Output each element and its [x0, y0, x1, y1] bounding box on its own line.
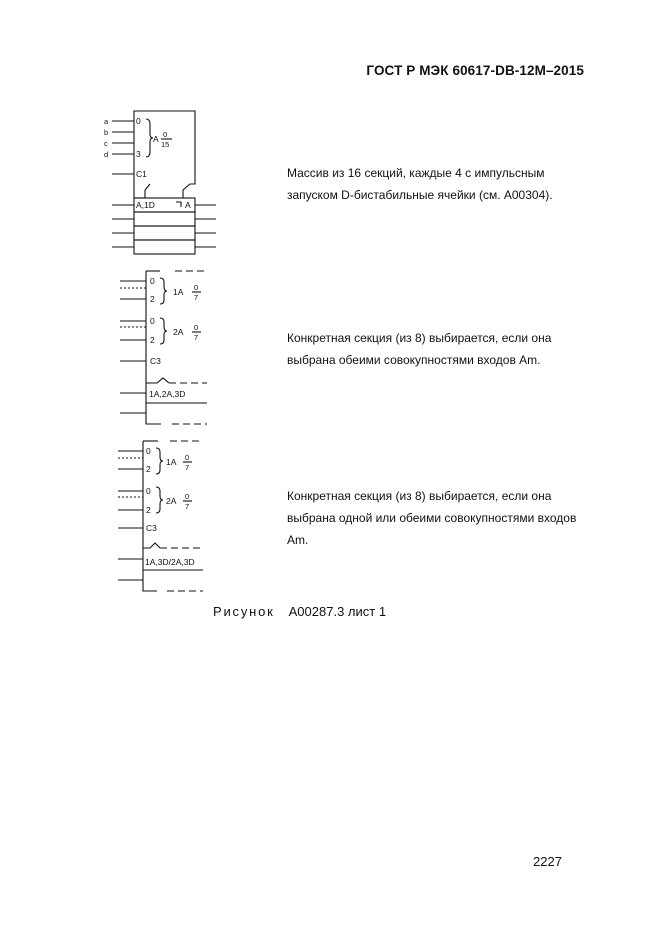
- fig1-brace: [146, 119, 153, 157]
- fig2-pin-c3: C3: [150, 356, 161, 366]
- fig3-group2-num: 0: [185, 492, 190, 501]
- fig1-label-d: d: [104, 150, 109, 159]
- figure-3-symbol: [118, 441, 203, 591]
- fig3-pin-2a: 2: [146, 464, 151, 474]
- fig1-section-2: [134, 212, 195, 226]
- standard-header: ГОСТ Р МЭК 60617-DB-12M–2015: [366, 63, 584, 78]
- caption-word: Рисунок: [213, 604, 275, 619]
- caption-number: А00287.3 лист 1: [288, 604, 387, 619]
- fig1-label-a: a: [104, 117, 109, 126]
- fig3-group2-label: 2A: [166, 496, 177, 506]
- fig2-pin-2b: 2: [150, 335, 155, 345]
- fig1-group-num: 0: [163, 130, 168, 139]
- fig2-control-block: [146, 271, 169, 383]
- fig3-group1-label: 1A: [166, 457, 177, 467]
- fig1-section-3: [134, 226, 195, 240]
- fig2-group2-num: 0: [194, 323, 199, 332]
- fig1-label-b: b: [104, 128, 109, 137]
- fig3-pin-c3: C3: [146, 523, 157, 533]
- fig3-pin-2b: 2: [146, 505, 151, 515]
- fig1-pin-0: 0: [136, 116, 141, 126]
- figure-3-description: Конкретная секция (из 8) выбирается, если она выбрана одной или обеими совокупностями входов Am.: [287, 489, 577, 547]
- figure-1-description: Массив из 16 секций, каждые 4 с импульсным запуском D-бистабильные ячейки (см. А00304).: [287, 166, 553, 202]
- fig3-group1-num: 0: [185, 453, 190, 462]
- fig2-pin-0a: 0: [150, 276, 155, 286]
- fig1-group-den: 15: [161, 140, 170, 149]
- fig2-group1-label: 1A: [173, 287, 184, 297]
- fig1-label-c: c: [104, 139, 108, 148]
- fig1-output-label: A: [185, 200, 191, 210]
- fig1-pin-c1: C1: [136, 169, 147, 179]
- fig2-pin-0b: 0: [150, 316, 155, 326]
- fig2-group1-num: 0: [194, 283, 199, 292]
- fig3-group2-den: 7: [185, 502, 190, 511]
- fig1-section-4: [134, 240, 195, 254]
- page-number: 2227: [533, 854, 562, 869]
- fig3-pin-0a: 0: [146, 446, 151, 456]
- fig1-pin-3: 3: [136, 149, 141, 159]
- fig2-common-output: 1A,2A,3D: [149, 389, 186, 399]
- fig3-common-output: 1A,3D/2A,3D: [145, 557, 195, 567]
- fig2-group1-den: 7: [194, 293, 199, 302]
- fig2-pin-2a: 2: [150, 294, 155, 304]
- figure-2-description: Конкретная секция (из 8) выбирается, если она выбрана обеими совокупностями входов Am.: [287, 331, 552, 367]
- fig3-pin-0b: 0: [146, 486, 151, 496]
- fig2-group2-den: 7: [194, 333, 199, 342]
- fig1-common-output: A,1D: [136, 200, 155, 210]
- fig1-group-label: A: [153, 134, 159, 144]
- fig2-group2-label: 2A: [173, 327, 184, 337]
- fig1-control-block: [134, 111, 195, 198]
- figure-caption: [213, 604, 386, 619]
- fig3-group1-den: 7: [185, 463, 190, 472]
